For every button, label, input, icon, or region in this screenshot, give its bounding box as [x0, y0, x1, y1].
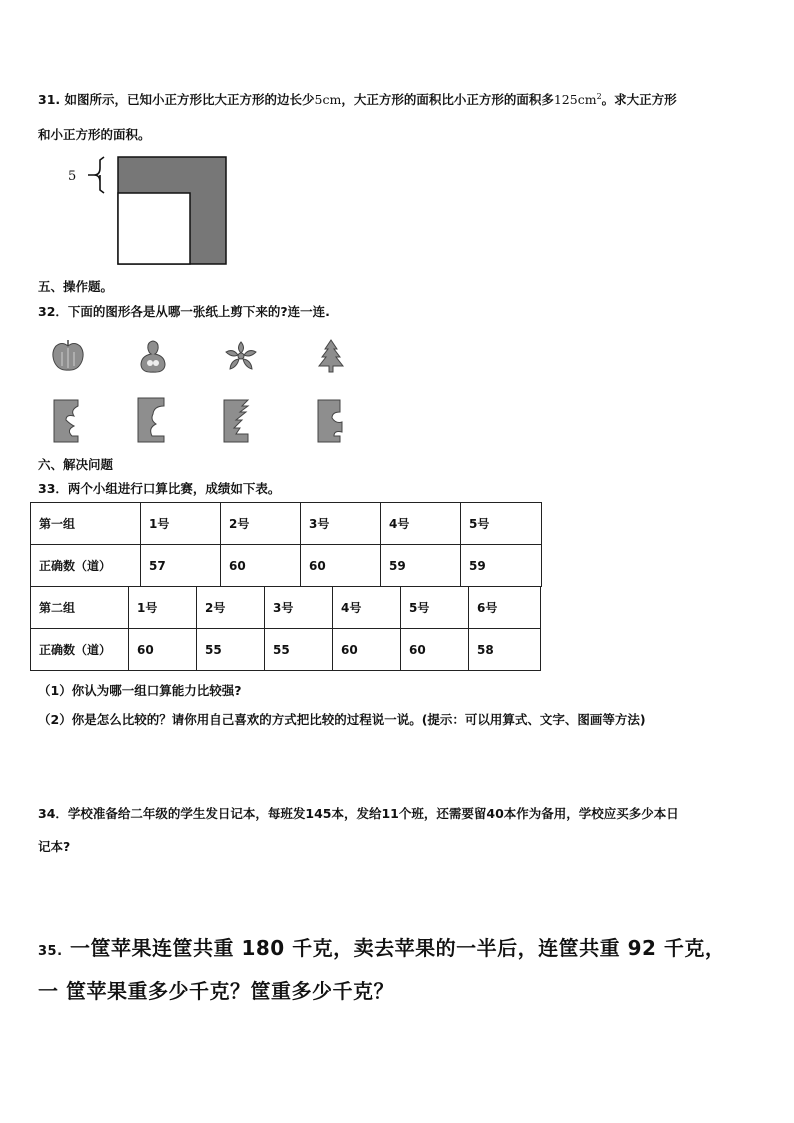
- q33-subquestion-2: （2）你是怎么比较的？请你用自己喜欢的方式把比较的过程说一说。(提示：可以用算式、文字、图画等方法): [38, 712, 646, 727]
- table-row: [31, 503, 542, 545]
- q34-line2: 记本?: [38, 839, 71, 854]
- q31-text-c: 。求大正方形: [601, 92, 677, 107]
- q31-text-a: 如图所示，已知小正方形比大正方形的边长少: [64, 92, 315, 107]
- q32-text: 32．下面的图形各是从哪一张纸上剪下来的?连一连.: [38, 304, 330, 319]
- paper-sheet-c-icon: [222, 398, 254, 444]
- q31-value-a: 5cm: [314, 92, 342, 107]
- q31-brace: [88, 157, 104, 193]
- section-5-heading: 五、操作题。: [38, 279, 114, 294]
- q35-line2: 一 筐苹果重多少千克？筐重多少千克？: [38, 979, 394, 1003]
- q31-square-figure: [60, 150, 240, 270]
- q35-line1-text: 一筐苹果连筐共重 180 千克，卖去苹果的一半后，连筐共重 92 千克，: [70, 936, 726, 960]
- paper-sheet-a-icon: [52, 398, 84, 444]
- q31-number: 31.: [38, 92, 61, 107]
- flower-cutout-icon: [222, 338, 260, 374]
- table-cell: 2号: [197, 587, 265, 629]
- q33-text: 33．两个小组进行口算比赛，成绩如下表。: [38, 481, 281, 496]
- q33-subquestion-1: （1）你认为哪一组口算能力比较强?: [38, 683, 242, 698]
- table-cell: 4号: [381, 503, 461, 545]
- q31-text-b: ，大正方形的面积比小正方形的面积多: [341, 92, 554, 107]
- table-cell: 57: [141, 545, 221, 587]
- table-cell: 第二组: [31, 587, 129, 629]
- apple-cutout-icon: [50, 338, 86, 374]
- table-row: [31, 545, 542, 587]
- q31-line2: 和小正方形的面积。: [38, 127, 151, 142]
- paper-sheet-d-icon: [316, 398, 348, 444]
- table-cell: 1号: [141, 503, 221, 545]
- table-cell: 5号: [401, 587, 469, 629]
- group1-score-table: [30, 502, 542, 587]
- q31-value-b: 125cm: [553, 92, 597, 107]
- table-cell: 60: [401, 629, 469, 671]
- table-cell: 6号: [469, 587, 541, 629]
- gourd-cutout-icon: [138, 338, 168, 374]
- table-cell: 58: [469, 629, 541, 671]
- table-cell: 59: [381, 545, 461, 587]
- table-cell: 5号: [461, 503, 542, 545]
- table-cell: 3号: [301, 503, 381, 545]
- table-cell: 55: [265, 629, 333, 671]
- table-cell: 正确数（道）: [31, 545, 141, 587]
- table-cell: 1号: [129, 587, 197, 629]
- section-6-heading: 六、解决问题: [38, 457, 114, 472]
- q35-number: 35.: [38, 944, 63, 959]
- q35-line1: [38, 932, 725, 961]
- table-cell: 60: [333, 629, 401, 671]
- q31-value-b-sup: 2: [596, 91, 602, 101]
- table-cell: 60: [129, 629, 197, 671]
- paper-sheet-b-icon: [136, 396, 168, 444]
- table-cell: 59: [461, 545, 542, 587]
- table-cell: 55: [197, 629, 265, 671]
- q31-small-square: [118, 193, 190, 264]
- table-cell: 正确数（道）: [31, 629, 129, 671]
- group2-score-table: [30, 586, 541, 671]
- tree-cutout-icon: [314, 338, 348, 374]
- table-cell: 60: [301, 545, 381, 587]
- table-cell: 60: [221, 545, 301, 587]
- q34-line1: 34．学校准备给二年级的学生发日记本，每班发145本，发给11个班，还需要留40本作为备用，学校应买多少本日: [38, 806, 679, 821]
- table-cell: 4号: [333, 587, 401, 629]
- table-cell: 2号: [221, 503, 301, 545]
- q31-figure-label: 5: [68, 169, 77, 184]
- table-row: [31, 587, 541, 629]
- table-row: [31, 629, 541, 671]
- table-cell: 3号: [265, 587, 333, 629]
- table-cell: 第一组: [31, 503, 141, 545]
- q31-line1: [38, 90, 677, 108]
